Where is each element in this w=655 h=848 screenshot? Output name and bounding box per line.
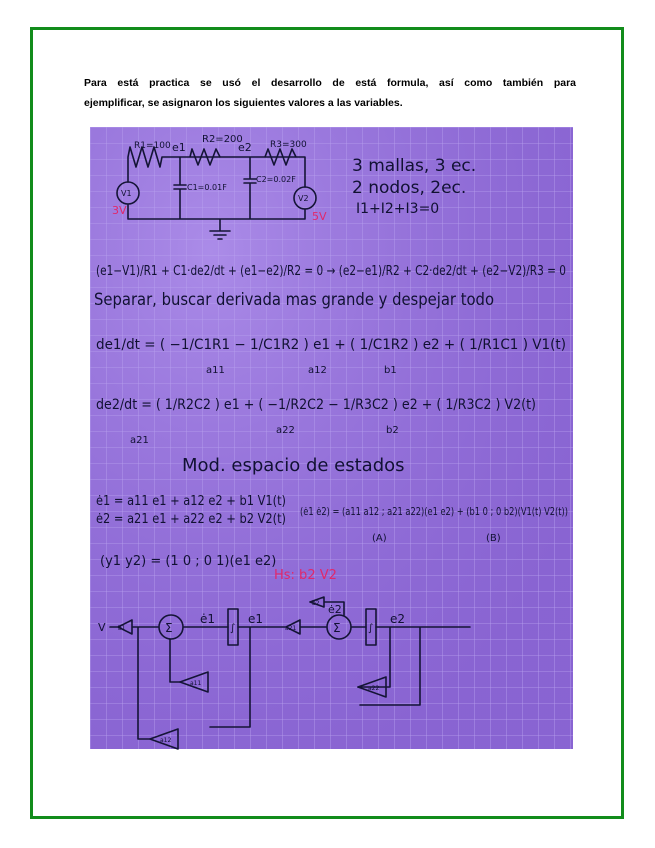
input-v-label: V: [98, 621, 106, 634]
gain-a22-label: a22: [368, 685, 380, 692]
matrix-equation: (ė1 ė2) = (a11 a12 ; a21 a22)(e1 e2) + (b1 0 ; 0 b2)(V1(t) V2(t)): [300, 505, 568, 518]
derivative-e2-equation: de2/dt = ( 1/R2C2 ) e1 + ( −1/R2C2 − 1/R3C2 ) e2 + ( 1/R3C2 ) V2(t): [96, 397, 536, 413]
b2-brace-label: b2: [386, 425, 399, 436]
state-equation-2: ė2 = a21 e1 + a22 e2 + b2 V2(t): [96, 512, 286, 527]
graph-paper-grid: [90, 127, 573, 749]
intro-line-2: ejemplificar, se asignaron los siguientes valores a las variables.: [84, 97, 403, 109]
gain-b1-label: b1: [118, 625, 126, 632]
summary-line-3: I1+I2+I3=0: [356, 201, 440, 217]
summary-line-1: 3 mallas, 3 ec.: [352, 156, 477, 176]
integrator-1-symbol: ∫: [230, 623, 236, 634]
intro-paragraph: [84, 73, 576, 113]
b1-brace-label: b1: [384, 365, 397, 376]
r1-label: R1=100: [134, 141, 171, 151]
e2-label: e2: [390, 612, 406, 626]
v2-source-label: V2: [298, 194, 309, 203]
intro-line-1: Para está practica se usó el desarrollo de está formula, así como también para: [84, 77, 576, 89]
node-e2-label: e2: [238, 141, 252, 154]
e2-dot-label: ė2: [328, 603, 342, 616]
v2-value-label: 5V: [312, 210, 327, 223]
v1-source-label: V1: [121, 189, 132, 198]
a12-brace-label: a12: [308, 365, 327, 376]
instruction-text: Separar, buscar derivada mas grande y despejar todo: [94, 290, 494, 310]
notes-drawing: [90, 127, 573, 749]
e1-dot-label: ė1: [200, 612, 216, 626]
r3-label: R3=300: [270, 140, 307, 150]
gain-a11-label: a11: [190, 680, 202, 687]
matrix-a-label: (A): [372, 533, 387, 544]
state-space-heading: Mod. espacio de estados: [182, 455, 405, 476]
a21-brace-label: a21: [130, 435, 149, 446]
summary-line-2: 2 nodos, 2ec.: [352, 178, 467, 198]
matrix-b-label: (B): [486, 533, 501, 544]
a11-brace-label: a11: [206, 365, 225, 376]
e1-label: e1: [248, 612, 264, 626]
gain-a21-label: a21: [285, 625, 297, 632]
integrator-2-symbol: ∫: [368, 623, 374, 634]
gain-b2-label: b2: [312, 600, 320, 607]
c2-label: C2=0.02F: [256, 175, 296, 184]
r2-label: R2=200: [202, 134, 243, 145]
derivative-e1-equation: de1/dt = ( −1/C1R1 − 1/C1R2 ) e1 + ( 1/C1R2 ) e2 + ( 1/R1C1 ) V1(t): [96, 337, 566, 353]
a22-brace-label: a22: [276, 425, 295, 436]
c1-label: C1=0.01F: [187, 183, 227, 192]
summing-junction-1: Σ: [165, 621, 173, 635]
node-e1-label: e1: [172, 141, 186, 154]
v1-value-label: 3V: [112, 204, 127, 217]
diagram-annotation: Hs: b2 V2: [274, 568, 337, 583]
state-equation-1: ė1 = a11 e1 + a12 e2 + b1 V1(t): [96, 494, 286, 509]
summing-junction-2: Σ: [333, 621, 341, 635]
handwritten-notes-photo: [90, 127, 573, 749]
gain-a12-label: a12: [160, 737, 172, 744]
output-equation: (y1 y2) = (1 0 ; 0 1)(e1 e2): [100, 554, 277, 569]
node-equation: (e1−V1)/R1 + C1·de2/dt + (e1−e2)/R2 = 0 → (e2−e1)/R2 + C2·de2/dt + (e2−V2)/R3 = 0: [96, 264, 566, 279]
